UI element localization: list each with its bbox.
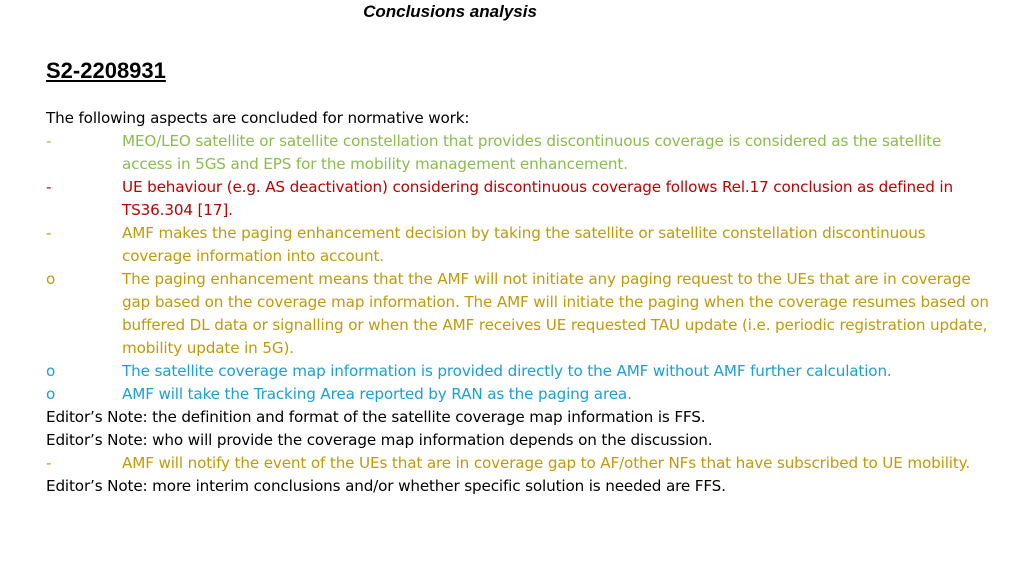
editor-note-final: Editor’s Note: more interim conclusions and/or whether specific solution is needed are FFS. — [46, 477, 726, 495]
sub-bullet-marker: o — [46, 270, 56, 288]
list-item — [46, 222, 991, 268]
list-item-text: AMF makes the paging enhancement decision by taking the satellite or satellite constellation discontinuous coverage information into account. — [122, 224, 926, 265]
list-item — [46, 452, 991, 475]
bullet-marker: - — [46, 224, 52, 242]
conclusions-body — [46, 107, 991, 498]
list-item-text: UE behaviour (e.g. AS deactivation) considering discontinuous coverage follows Rel.17 conclusion as defined in TS36.304 [17]. — [122, 178, 953, 219]
list-item — [46, 268, 991, 360]
bullet-marker: - — [46, 132, 52, 150]
list-item — [46, 383, 991, 406]
sub-bullet-marker: o — [46, 362, 56, 380]
list-item-text: MEO/LEO satellite or satellite constellation that provides discontinuous coverage is considered as the satellite access in 5GS and EPS for the mobility management enhancement. — [122, 132, 942, 173]
intro-text: The following aspects are concluded for normative work: — [46, 109, 470, 127]
editor-note: Editor’s Note: who will provide the coverage map information depends on the discussion. — [46, 431, 713, 449]
list-item — [46, 130, 991, 176]
list-item — [46, 176, 991, 222]
list-item — [46, 360, 991, 383]
editor-note: Editor’s Note: the definition and format of the satellite coverage map information is FFS. — [46, 408, 706, 426]
list-item-text: The paging enhancement means that the AMF will not initiate any paging request to the UEs that are in coverage gap based on the coverage map information. The AMF will initiate the paging when the coverage resumes based on buffered DL data or signalling or when the AMF receives UE requested TAU update (i.e. periodic registration update, mobility update in 5G). — [122, 270, 989, 357]
list-item-text: AMF will notify the event of the UEs that are in coverage gap to AF/other NFs that have subscribed to UE mobility. — [122, 454, 971, 472]
list-item-text: AMF will take the Tracking Area reported by RAN as the paging area. — [122, 385, 632, 403]
bullet-marker: - — [46, 454, 52, 472]
list-item-text: The satellite coverage map information is provided directly to the AMF without AMF further calculation. — [122, 362, 892, 380]
sub-bullet-marker: o — [46, 385, 56, 403]
bullet-marker: - — [46, 178, 52, 196]
document-id: S2-2208931 — [46, 58, 166, 83]
slide-title: Conclusions analysis — [363, 2, 537, 21]
